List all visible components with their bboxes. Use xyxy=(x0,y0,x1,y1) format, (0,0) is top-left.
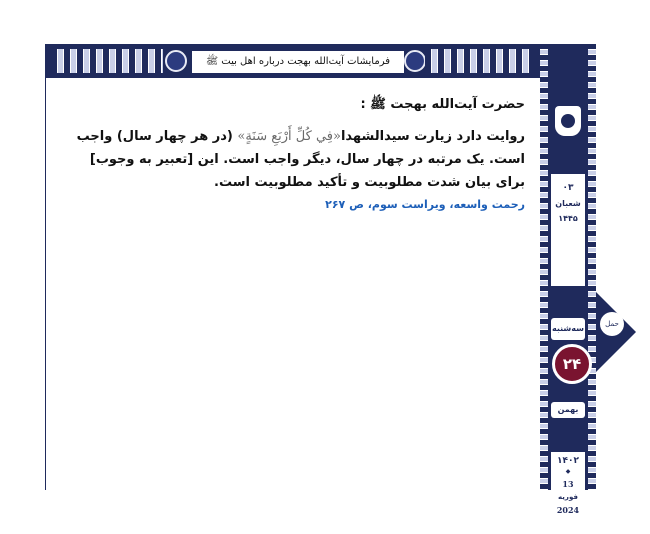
column-border-right xyxy=(588,44,596,490)
quote-body xyxy=(60,125,525,194)
body-before-quote: روایت دارد زیارت سیدالشهدا xyxy=(340,129,525,144)
source-citation: رحمت واسعه، ویراست سوم، ص ۲۶۷ xyxy=(325,198,525,211)
solar-day: ۲۴ xyxy=(552,344,592,384)
quote-content xyxy=(60,96,525,211)
gregorian-year: 2024 xyxy=(556,505,580,515)
hijri-year: ۱۴۴۵ xyxy=(558,214,578,223)
ornament-left xyxy=(51,49,163,73)
body-after-quote: (در هر چهار سال) واجب است. یک مرتبه در چهار سال، دیگر واجب است. این [تعبیر به وجوب] برای بیان شدت مطلوبیت و تأکید مطلوبیت است. xyxy=(76,129,525,190)
rosette-icon xyxy=(165,50,187,72)
hijri-date xyxy=(551,174,585,286)
divider-dot-icon: ◆ xyxy=(565,468,571,475)
rosette-icon xyxy=(404,50,426,72)
solar-month: بهمن xyxy=(551,402,585,418)
logo-icon xyxy=(555,106,581,136)
gregorian-day: 13 xyxy=(562,479,574,489)
speaker-heading: حضرت آیت‌الله بهجت ﷺ : xyxy=(360,97,525,112)
header-title: فرمایشات آیت‌الله بهجت درباره اهل بیت ﷺ xyxy=(191,50,405,74)
gregorian-month: فوریه xyxy=(558,493,578,501)
ornament-right xyxy=(425,49,533,73)
zodiac-label: حمل xyxy=(600,312,624,336)
solar-year: ۱۴۰۲ xyxy=(557,456,579,466)
hijri-day: ۰۳ xyxy=(562,183,574,193)
arabic-quote: «فِي كُلِّ أَرْبَعِ سَنَةٍ» xyxy=(237,129,341,144)
column-border-left xyxy=(540,44,548,490)
header-band xyxy=(45,44,540,78)
weekday: سه‌شنبه xyxy=(551,318,585,340)
year-and-gregorian-date xyxy=(551,452,585,534)
hijri-month: شعبان xyxy=(555,199,581,208)
calendar-column xyxy=(540,44,596,515)
